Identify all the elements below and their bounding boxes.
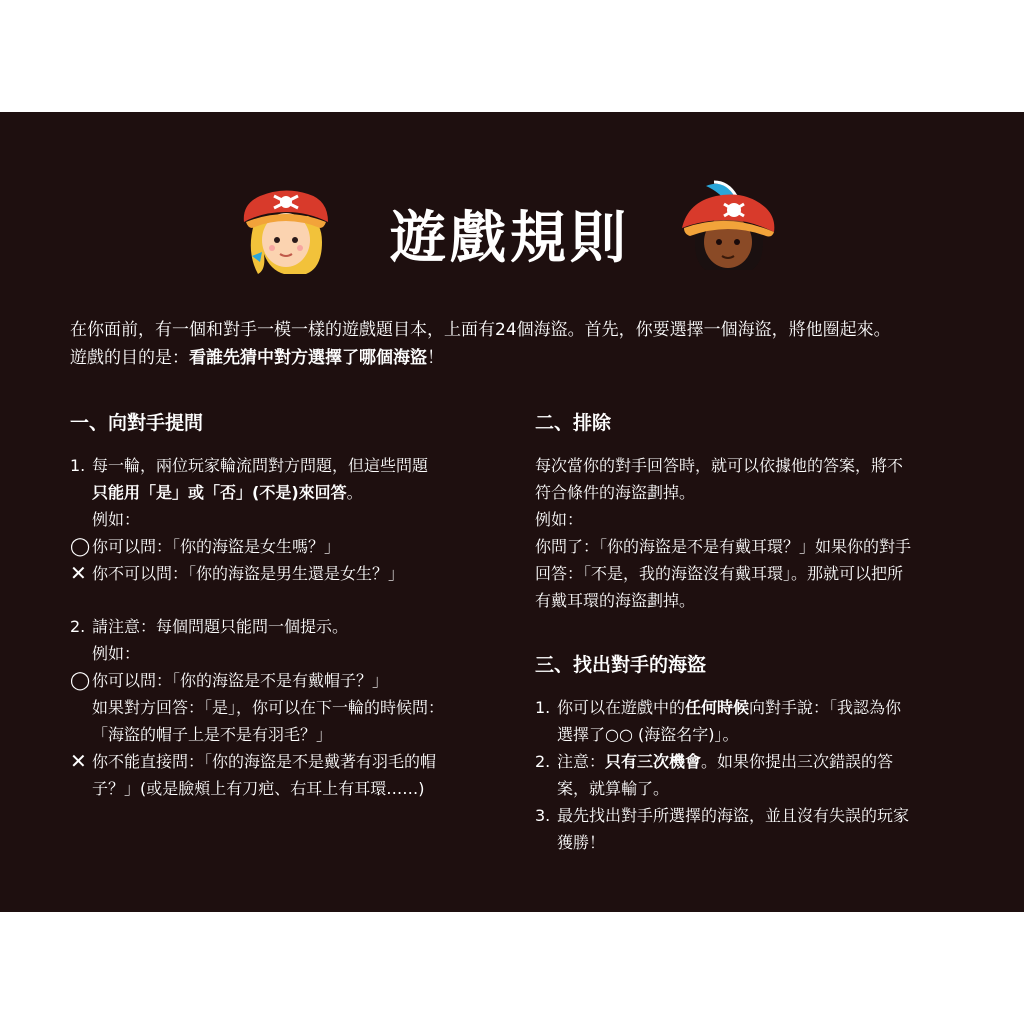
forbidden-example: ✕ 你不能直接問：「你的海盜是不是戴著有羽毛的帽 — [70, 749, 437, 773]
circle-icon: ◯ — [70, 670, 91, 691]
intro-line-2: 遊戲的目的是：看誰先猜中對方選擇了哪個海盜！ — [70, 348, 444, 368]
goal-text: 看誰先猜中對方選擇了哪個海盜 — [189, 348, 427, 368]
page-title: 遊戲規則 — [390, 206, 630, 271]
girl-pirate-icon — [236, 182, 336, 282]
rule-item-2: 2. 請注意：每個問題只能問一個提示。 例如： — [70, 617, 349, 663]
intro-text — [70, 316, 970, 372]
rules-panel — [0, 112, 1024, 912]
rule-item-2: 2. 注意：只有三次機會。如果你提出三次錯誤的答 案，就算輸了。 — [535, 752, 894, 798]
section-ask-questions: 一、向對手提問 1. 每一輪，兩位玩家輪流問對方問題，但這些問題 只能用「是」或「否」(不是)來回答。 例如： ◯ 你可以問：「你的海盜是女生嗎？」 ✕ 你不可以問：「你的海盜是男生還是女生？」 2. 請注意：每個問題只能問一個提示。 例如： ◯ 你可以問：「你的海盜是不是有戴帽子？」 如果對方回答：「是」，你可以在下一輪的時候問： 「海盜的帽子上是不是有羽毛？」 ✕ 你不能直接問：「你的海盜是不是戴著有羽毛的帽 子？」(或是臉頰上有刀疤、右耳上有耳環……) — [70, 408, 510, 802]
rule-item-1: 1. 每一輪，兩位玩家輪流問對方問題，但這些問題 只能用「是」或「否」(不是)來回答。 例如： — [70, 456, 429, 529]
section-heading: 二、排除 — [535, 412, 612, 434]
boy-pirate-icon — [676, 178, 780, 282]
section-eliminate: 二、排除 每次當你的對手回答時，就可以依據他的答案，將不 符合條件的海盜劃掉。 例如： 你問了：「你的海盜是不是有戴耳環？」如果你的對手 回答：「不是，我的海盜沒有戴耳環」。那就可以把所 有戴耳環的海盜劃掉。 三、找出對手的海盜 1. 你可以在遊戲中的任何時候向對手說：「我認為你 選擇了○○ (海盜名字)」。 2. 注意：只有三次機會。如果你提出三次錯誤的答 案，就算輸了。 3. 最先找出對手所選擇的海盜，並且沒有失誤的玩家 獲勝！ — [535, 408, 965, 856]
section-heading: 三、找出對手的海盜 — [535, 654, 707, 676]
cross-icon: ✕ — [70, 561, 87, 585]
section-heading: 一、向對手提問 — [70, 412, 204, 434]
rule-item-3: 3. 最先找出對手所選擇的海盜，並且沒有失誤的玩家 獲勝！ — [535, 806, 910, 852]
allowed-example: ◯ 你可以問：「你的海盜是不是有戴帽子？」 — [70, 667, 510, 694]
cross-icon: ✕ — [70, 749, 87, 773]
forbidden-example: ✕ 你不可以問：「你的海盜是男生還是女生？」 — [70, 561, 405, 585]
allowed-example: ◯ 你可以問：「你的海盜是女生嗎？」 — [70, 533, 510, 560]
intro-line-1: 在你面前，有一個和對手一模一樣的遊戲題目本，上面有24個海盜。首先，你要選擇一個海盜，將他圈起來。 — [70, 320, 891, 340]
circle-icon: ◯ — [70, 536, 91, 557]
rule-item-1: 1. 你可以在遊戲中的任何時候向對手說：「我認為你 選擇了○○ (海盜名字)」。 — [535, 698, 902, 744]
